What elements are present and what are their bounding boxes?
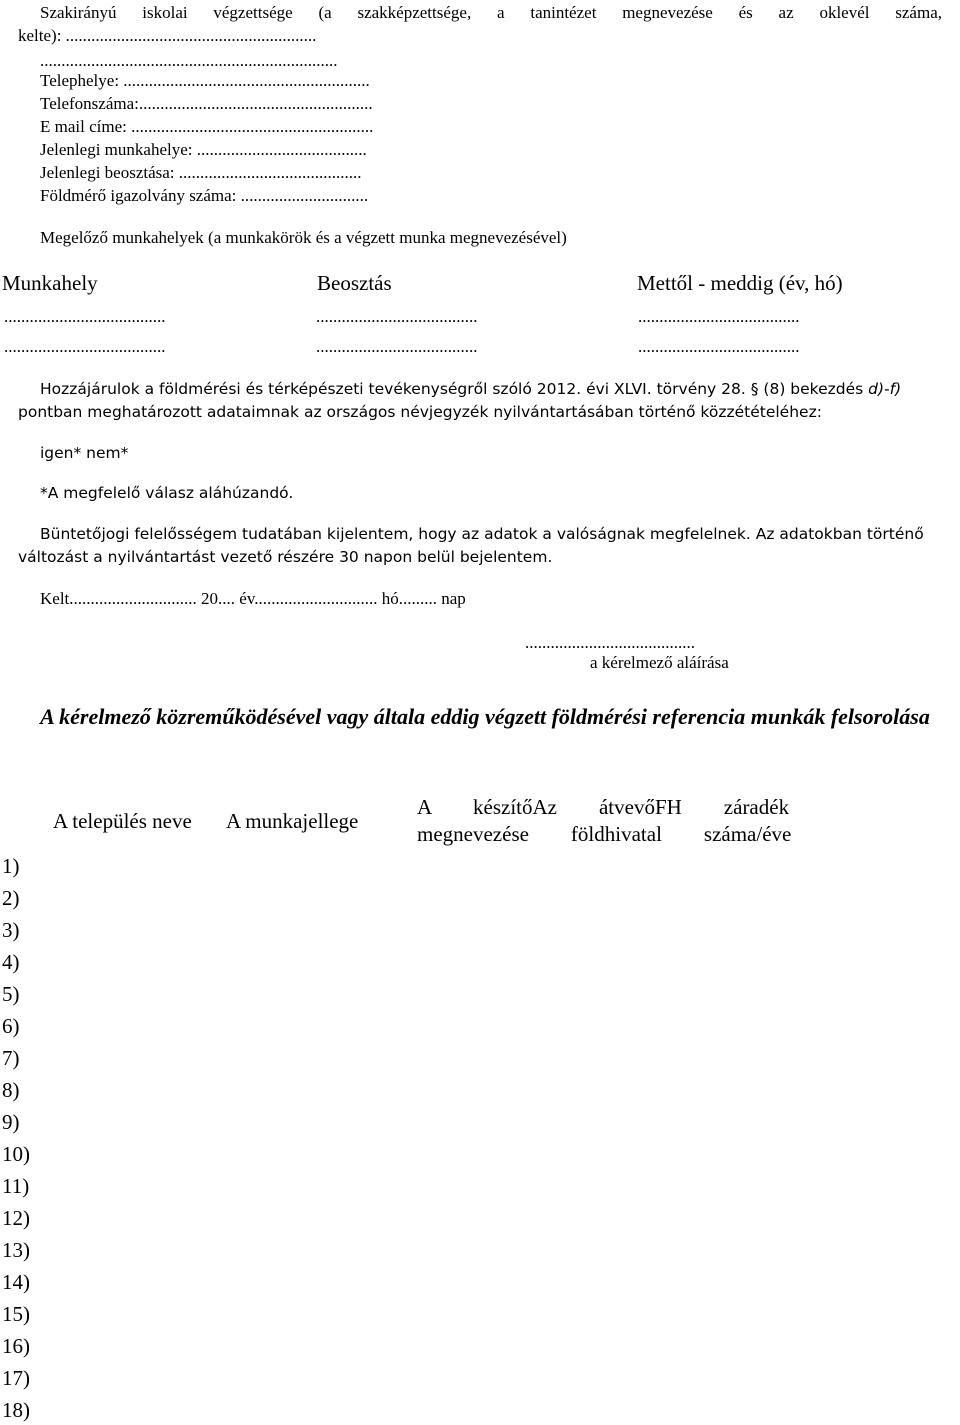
qualification-line-2: kelte): ........................................................... [18, 26, 317, 45]
reference-row-number: 18) [2, 1398, 30, 1422]
email-field: E mail címe: ......................................................... [40, 117, 374, 136]
reference-title: A kérelmező közreműködésével vagy általa eddig végzett földmérési referencia munkák felsorolása [40, 704, 930, 729]
reference-row-number: 7) [2, 1046, 20, 1070]
declaration-line-2: változást a nyilvántartást vezető részére 30 napon belül bejelentem. [18, 548, 553, 566]
phone-field: Telefonszáma:....................................................... [40, 94, 373, 113]
consent-line-1: Hozzájárulok a földmérési és térképészeti tevékenységről szóló 2012. évi XLVI. törvény 28. § (8) bekezdés d)-f) [40, 380, 902, 398]
reference-row-number: 11) [2, 1174, 30, 1198]
col-period-header: Mettől - meddig (év, hó) [637, 271, 843, 295]
reference-row-number: 1) [2, 854, 20, 878]
reference-row-number: 9) [2, 1110, 20, 1134]
consent-choices: igen* nem* [40, 444, 129, 462]
license-field: Földmérő igazolvány száma: .............................. [40, 186, 369, 205]
reference-row-number: 16) [2, 1334, 30, 1358]
consent-points-italic: d)-f) [868, 380, 902, 398]
qualification-label: Szakirányú iskolai végzettsége (a szakképzettsége, a tanintézet megnevezése és az oklevél száma, [40, 3, 942, 22]
col-maker-receiver-header-line-2: megnevezése földhivatal száma/éve [417, 822, 792, 846]
col-workplace-header: Munkahely [2, 271, 98, 295]
job-dots-position-1: ...................................... [316, 307, 478, 326]
col-maker-receiver-header-line-1: A készítőAz átvevőFH záradék [417, 795, 790, 819]
reference-row-number: 2) [2, 886, 20, 910]
col-work-type-header: A munkajellege [226, 809, 359, 833]
job-dots-workplace-1: ...................................... [4, 307, 166, 326]
position-field: Jelenlegi beosztása: ........................................... [40, 163, 362, 182]
signature-dots: ........................................ [525, 633, 695, 652]
col-settlement-header: A település neve [53, 809, 192, 833]
reference-row-number: 10) [2, 1142, 30, 1166]
reference-row-number: 17) [2, 1366, 30, 1390]
col-position-header: Beosztás [317, 271, 392, 295]
job-dots-period-1: ...................................... [638, 307, 800, 326]
reference-row-number: 14) [2, 1270, 30, 1294]
reference-row-number: 3) [2, 918, 20, 942]
job-dots-workplace-2: ...................................... [4, 337, 166, 356]
workplace-field: Jelenlegi munkahelye: ........................................ [40, 140, 367, 159]
reference-row-number: 15) [2, 1302, 30, 1326]
reference-row-number: 5) [2, 982, 20, 1006]
date-line: Kelt.............................. 20.... év............................. hó......... nap [40, 589, 466, 608]
reference-row-number: 6) [2, 1014, 20, 1038]
site-field: Telephelye: .......................................................... [40, 71, 370, 90]
previous-jobs-heading: Megelőző munkahelyek (a munkakörök és a végzett munka megnevezésével) [40, 228, 567, 247]
signature-label: a kérelmező aláírása [590, 653, 729, 672]
job-dots-period-2: ...................................... [638, 337, 800, 356]
consent-line-2: pontban meghatározott adataimnak az országos névjegyzék nyilvántartásában történő közzétételéhez: [18, 403, 822, 421]
job-dots-position-2: ...................................... [316, 337, 478, 356]
qualification-line-3: ...................................................................... [40, 51, 338, 70]
reference-row-number: 12) [2, 1206, 30, 1230]
reference-row-number: 8) [2, 1078, 20, 1102]
consent-note: *A megfelelő válasz aláhúzandó. [40, 484, 294, 502]
declaration-line-1: Büntetőjogi felelősségem tudatában kijelentem, hogy az adatok a valóságnak megfelelnek. Az adatokban történő [40, 525, 924, 543]
reference-row-number: 13) [2, 1238, 30, 1262]
reference-row-number: 4) [2, 950, 20, 974]
